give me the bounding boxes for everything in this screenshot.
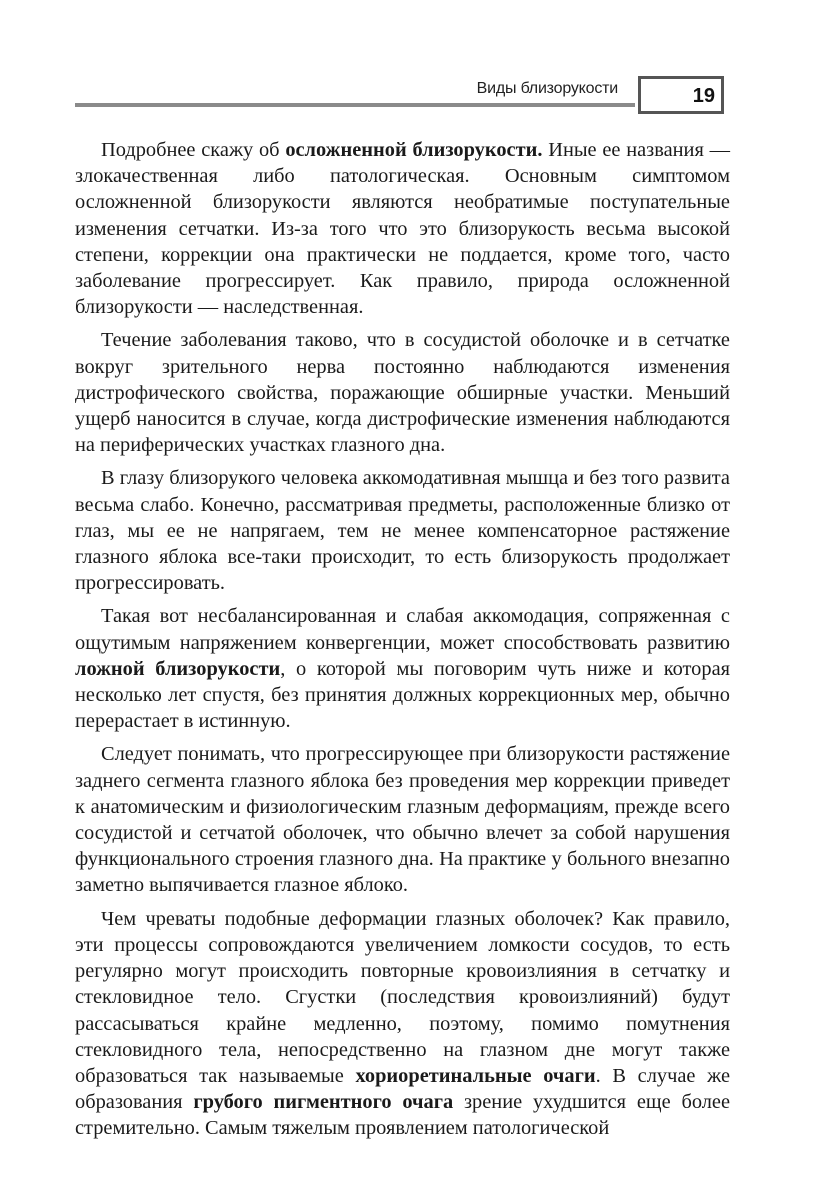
- text-run: Следует понимать, что прогрессирующее при близорукости растяжение заднего сегмента глазного яблока без проведения мер коррекции приведет к анатомическим и физиологическим глазным деформациям, прежде всего сосудистой и сетчатой оболочек, что обычно влечет за собой нарушения функционального строения глазного дна. На практике у больного внезапно заметно выпячивается глазное яблоко.: [75, 743, 730, 897]
- text-run: , о которой мы поговорим чуть ниже и которая несколько лет спустя, без принятия должных коррекционных мер, обычно перерастает в истинную.: [75, 657, 731, 733]
- text-run: Подробнее скажу об: [101, 139, 286, 161]
- bold-term: осложненной близорукости.: [285, 139, 543, 161]
- section-title: Виды близорукости: [476, 80, 618, 97]
- paragraph-6: [75, 906, 730, 1142]
- text-run: . В случае же образования: [75, 1064, 730, 1114]
- paragraph-2: [75, 327, 730, 458]
- body-text: [75, 137, 730, 1149]
- text-run: Течение заболевания таково, что в сосудистой оболочке и в сетчатке вокруг зрительного нерва постоянно наблюдаются изменения дистрофического свойства, поражающие обширные участки. Меньший ущерб наносится в случае, когда дистрофические изменения наблюдаются на периферических участках глазного дна.: [75, 329, 730, 457]
- text-run: В глазу близорукого человека аккомодативная мышца и без того развита весьма слабо. Конечно, рассматривая предметы, расположенные близко от глаз, мы ее не напрягаем, тем не менее компенсаторное растяжение глазного яблока все-таки происходит, то есть близорукость продолжает прогрессировать.: [75, 467, 730, 595]
- text-run: Такая вот несбалансированная и слабая аккомодация, сопряженная с ощутимым напряжением конвергенции, может способствовать развитию: [75, 605, 730, 654]
- page-number: 19: [692, 85, 715, 107]
- bold-term: грубого пигментного очага: [193, 1091, 454, 1114]
- running-header: [0, 0, 817, 140]
- bold-term: ложной близорукости: [75, 657, 281, 680]
- bold-term: хориоретинальные очаги: [355, 1064, 596, 1087]
- text-run: зрение ухудшится еще более стремительно. Самым тяжелым проявлением патологической: [75, 1091, 731, 1140]
- text-run: Чем чреваты подобные деформации глазных оболочек? Как правило, эти процессы сопровождаются увеличением ломкости сосудов, то есть регулярно могут происходить повторные кровоизлияния в сетчатку и стекловидное тело. Сгустки (последствия кровоизлияний) будут рассасываться крайне медленно, поэтому, помимо помутнения стекловидного тела, непосредственно на глазном дне могут также образоваться так называемые: [75, 907, 730, 1087]
- paragraph-5: [75, 741, 730, 898]
- paragraph-4: [75, 603, 730, 734]
- header-rule: [75, 103, 635, 107]
- page-number-box: [638, 76, 724, 114]
- paragraph-3: [75, 465, 730, 596]
- paragraph-1: [75, 137, 730, 320]
- text-run: Иные ее названия — злокачественная либо патологическая. Основным симптомом осложненной близорукости являются необратимые поступательные изменения сетчатки. Из-за того что это близорукость весьма высокой степени, коррекции она практически не поддается, кроме того, часто заболевание прогрессирует. Как правило, природа осложненной близорукости — наследственная.: [75, 139, 730, 319]
